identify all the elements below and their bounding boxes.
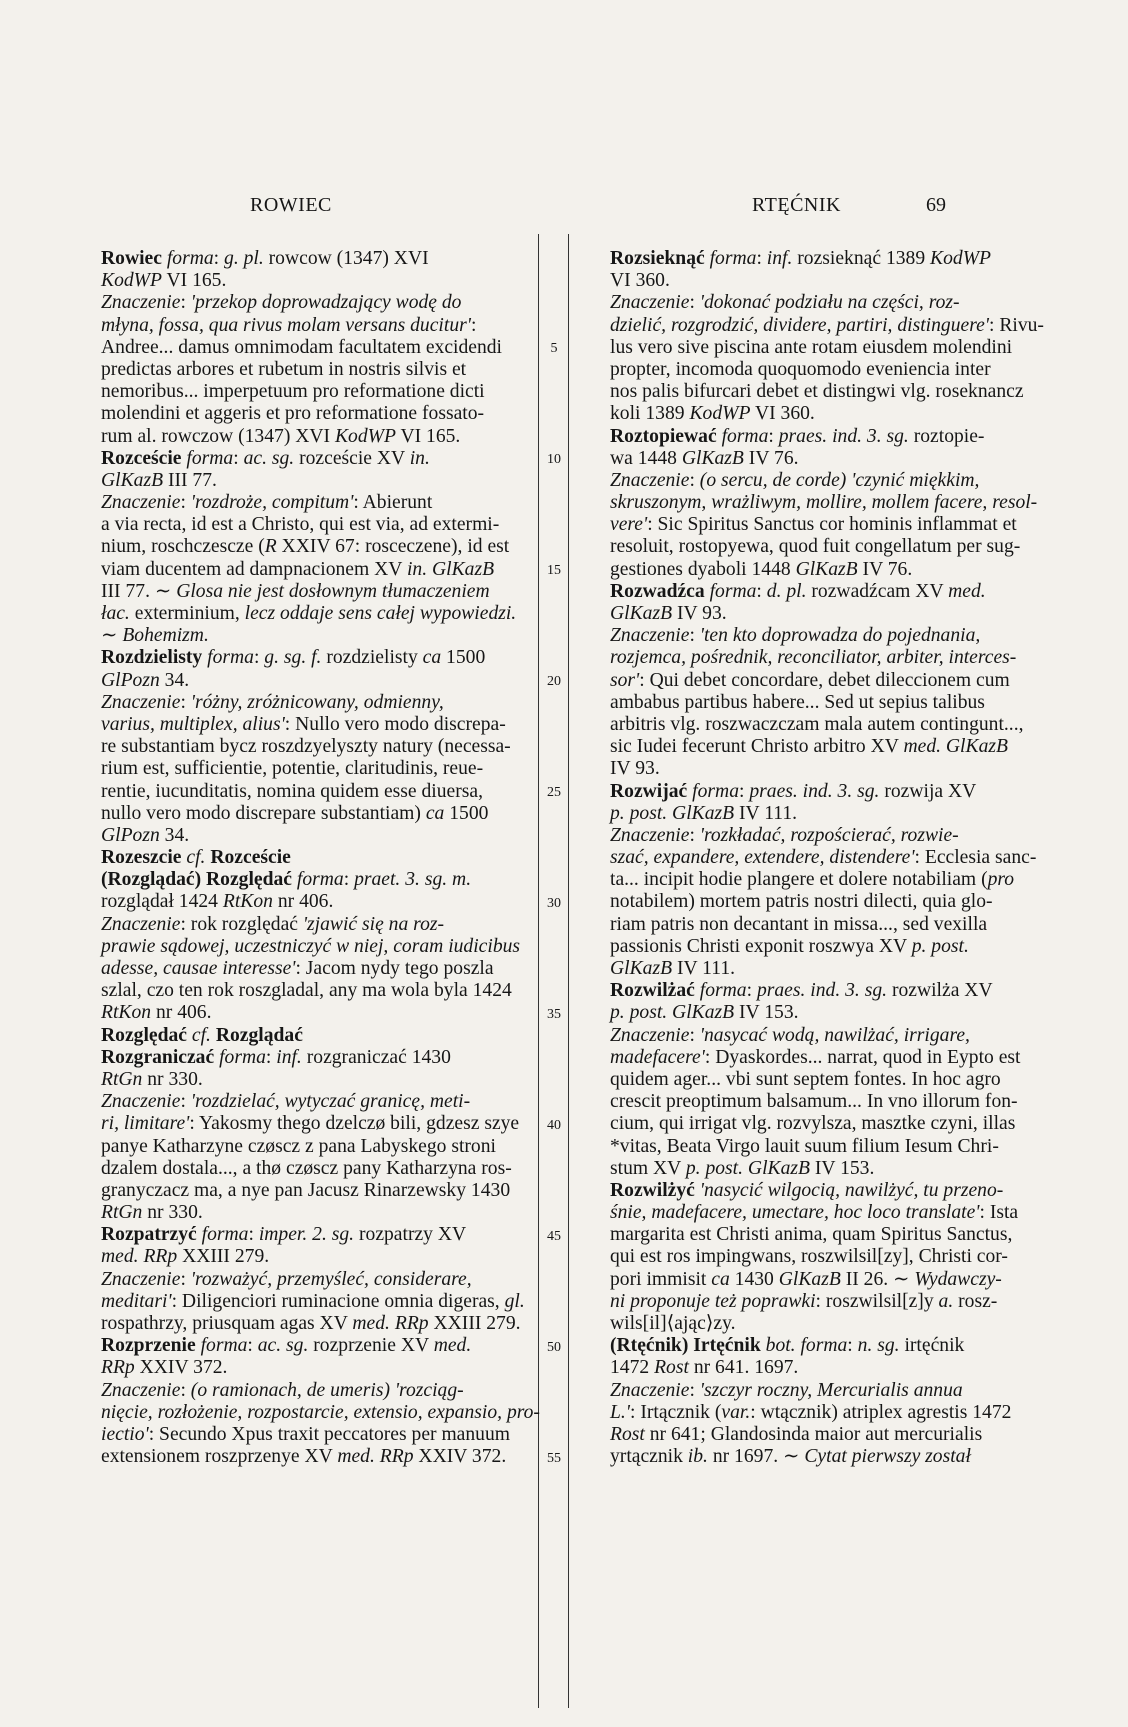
text-line: quidem ager... vbi sunt septem fontes. In hoc agro (610, 1068, 1001, 1090)
text-line: RRp XXIV 372. (101, 1357, 228, 1379)
text-line: notabilem) mortem patris nostri dilecti, quia glo- (610, 891, 993, 913)
text-line: qui est ros impingwans, roszwilsil[zy], Christi cor- (610, 1246, 1008, 1268)
line-number: 55 (547, 1450, 561, 1466)
text-line: szlal, czo ten rok roszgladal, any ma wola byla 1424 (101, 980, 512, 1002)
text-line: rium est, sufficientie, potentie, claritudinis, reue- (101, 758, 484, 780)
text-line: lus vero sive piscina ante rotam eiusdem molendini (610, 336, 1013, 358)
text-line: Znaczenie: 'rozkładać, rozpościerać, rozwie- (610, 824, 959, 846)
text-line: yrtącznik ib. nr 1697. ∼ Cytat pierwszy został (610, 1446, 971, 1468)
line-number: 40 (547, 1117, 561, 1133)
text-line: re substantiam bycz roszdzyelyszty natury (necessa- (101, 736, 511, 758)
text-line: GlKazB III 77. (101, 469, 217, 491)
text-line: GlKazB IV 111. (610, 958, 736, 979)
text-line: GlPozn 34. (101, 669, 190, 691)
text-line: łac. exterminium, lecz oddaje sens całej wypowiedzi. (101, 603, 517, 624)
text-line: Znaczenie: 'nasycać wodą, nawilżać, irrigare, (610, 1024, 970, 1046)
text-line: Znaczenie: 'przekop doprowadzający wodę do (101, 292, 462, 314)
text-line: *vitas, Beata Virgo lauit suum filium Iesum Chri- (610, 1135, 999, 1157)
text-line: crescit preoptimum balsamum... In vno illorum fon- (610, 1091, 1018, 1113)
text-line: p. post. GlKazB IV 153. (610, 1002, 799, 1024)
text-line: propter, incomoda quoquomodo eveniencia inter (610, 358, 991, 380)
text-line: prawie sądowej, uczestniczyć w niej, coram iudicibus (101, 935, 521, 957)
text-line: Roztopiewać forma: praes. ind. 3. sg. roztopie- (610, 425, 985, 447)
text-line: Rozwilżać forma: praes. ind. 3. sg. rozwilża XV (610, 980, 993, 1002)
column-rule-right (568, 234, 569, 1708)
text-line: rentie, iucunditatis, nomina quidem esse diuersa, (101, 780, 483, 802)
text-line: Znaczenie: 'rozważyć, przemyśleć, considerare, (101, 1268, 472, 1290)
text-line: 1472 Rost nr 641. 1697. (610, 1357, 799, 1379)
text-line: GlKazB IV 93. (610, 603, 727, 624)
text-line: (Rozglądać) Rozględać forma: praet. 3. sg. m. (101, 869, 472, 891)
text-line: passionis Christi exponit roszwya XV p. post. (610, 935, 969, 957)
text-line: stum XV p. post. GlKazB IV 153. (610, 1157, 875, 1179)
text-line: a via recta, id est a Christo, qui est via, ad extermi- (101, 514, 500, 536)
line-number: 50 (547, 1339, 561, 1355)
text-line: sor': Qui debet concordare, debet dileccionem cum (610, 669, 1010, 691)
column-rule-left (538, 234, 539, 1708)
text-line: Znaczenie: 'rozdroże, compitum': Abierunt (101, 492, 433, 514)
text-line: Znaczenie: (o sercu, de corde) 'czynić miękkim, (610, 469, 980, 491)
text-line: extensionem roszprzenye XV med. RRp XXIV 372. (101, 1446, 507, 1468)
line-number: 15 (547, 562, 561, 578)
text-line: nium, roschczescze (R XXIV 67: rosceczene), id est (101, 536, 510, 558)
text-line: arbitris vlg. roszwaczczam mala autem contingunt..., (610, 713, 1024, 735)
text-line: Rost nr 641; Glandosinda maior aut mercurialis (610, 1423, 983, 1445)
text-line: varius, multiplex, alius': Nullo vero modo discrepa- (101, 713, 506, 735)
text-line: Znaczenie: 'szczyr roczny, Mercurialis annua (610, 1379, 963, 1401)
text-line: molendini et aggeris et pro reformatione fossato- (101, 403, 485, 425)
text-line: RtKon nr 406. (101, 1002, 212, 1024)
text-line: adesse, causae interesse': Jacom nydy tego poszla (101, 958, 494, 979)
text-line: ambabus partibus habere... Sed ut sepius talibus (610, 691, 985, 713)
running-header-left: ROWIEC (250, 194, 332, 216)
text-line: skruszonym, wrażliwym, mollire, mollem facere, resol- (610, 492, 1038, 514)
text-line: Rozprzenie forma: ac. sg. rozprzenie XV med. (101, 1335, 472, 1357)
left-column (101, 248, 540, 1468)
text-line: dzielić, rozgrodzić, dividere, partiri, distinguere': Rivu- (610, 314, 1044, 336)
text-line: Rozdzielisty forma: g. sg. f. rozdzielisty ca 1500 (101, 647, 486, 669)
text-line: szać, expandere, extendere, distendere': Ecclesia sanc- (610, 847, 1037, 869)
text-line: pori immisit ca 1430 GlKazB II 26. ∼ Wydawczy- (610, 1268, 1002, 1290)
text-line: RtGn nr 330. (101, 1068, 203, 1090)
text-line: IV 93. (610, 758, 660, 780)
text-line: vere': Sic Spiritus Sanctus cor hominis inflammat et (610, 514, 1017, 536)
text-line: śnie, madefacere, umectare, hoc loco translate': Ista (610, 1202, 1019, 1224)
page-number: 69 (926, 194, 946, 216)
text-line: Rozględać cf. Rozglądać (101, 1024, 303, 1046)
line-number: 10 (547, 451, 561, 467)
text-line: Znaczenie: 'dokonać podziału na części, roz- (610, 292, 960, 314)
line-number: 30 (547, 895, 561, 911)
text-line: Znaczenie: 'ten kto doprowadza do pojednania, (610, 625, 981, 647)
text-line: Rozwadźca forma: d. pl. rozwadźcam XV med. (610, 580, 986, 602)
text-line: młyna, fossa, qua rivus molam versans ducitur': (101, 314, 477, 336)
text-line: dzalem dostala..., a thø czøscz pany Katharzyna ros- (101, 1157, 512, 1179)
text-line: ∼ Bohemizm. (101, 625, 209, 647)
text-line: Rozpatrzyć forma: imper. 2. sg. rozpatrzy XV (101, 1224, 467, 1246)
text-line: resoluit, rostopyewa, quod fuit congellatum per sug- (610, 536, 1021, 558)
text-line: margarita est Christi anima, quam Spiritus Sanctus, (610, 1224, 1013, 1246)
text-line: rozglądał 1424 RtKon nr 406. (101, 891, 334, 913)
text-line: Rozwijać forma: praes. ind. 3. sg. rozwija XV (610, 780, 977, 802)
text-line: sic Iudei fecerunt Christo arbitro XV med. GlKazB (610, 736, 1008, 758)
text-line: viam ducentem ad dampnacionem XV in. GlKazB (101, 558, 495, 580)
text-line: cium, qui irrigat vlg. rozvylsza, masztke czyni, illas (610, 1113, 1016, 1135)
text-line: L.': Irtącznik (var.: wtącznik) atriplex agrestis 1472 (610, 1401, 1012, 1423)
text-line: meditari': Diligenciori ruminacione omnia digeras, gl. (101, 1290, 525, 1312)
text-line: ri, limitare': Yakosmy thego dzelczø bili, gdzesz szye (101, 1113, 520, 1135)
text-line: nullo vero modo discrepare substantiam) ca 1500 (101, 802, 489, 824)
right-column (610, 248, 1044, 1468)
text-line: Rozeszcie cf. Rozceście (101, 847, 291, 869)
text-line: nemoribus... imperpetuum pro reformatione dicti (101, 381, 485, 403)
text-line: granyczacz ma, a nye pan Jacusz Rinarzewsky 1430 (101, 1179, 511, 1201)
line-number: 45 (547, 1228, 561, 1244)
text-line: gestiones dyaboli 1448 GlKazB IV 76. (610, 558, 913, 580)
text-line: med. RRp XXIII 279. (101, 1246, 270, 1268)
text-line: madefacere': Dyaskordes... narrat, quod in Eypto est (610, 1046, 1021, 1068)
text-line: Znaczenie: 'różny, zróżnicowany, odmienny, (101, 691, 444, 713)
text-line: VI 360. (610, 270, 670, 292)
text-line: iectio': Secundo Xpus traxit peccatores per manuum (101, 1423, 511, 1445)
line-number: 35 (547, 1006, 561, 1022)
line-number: 20 (547, 673, 561, 689)
text-line: Znaczenie: 'rozdzielać, wytyczać granicę, meti- (101, 1091, 471, 1113)
text-line: GlPozn 34. (101, 824, 190, 846)
text-line: Rozwilżyć 'nasycić wilgocią, nawilżyć, tu przeno- (610, 1179, 1004, 1201)
text-line: wils[il]⟨ając⟩zy. (610, 1313, 736, 1334)
line-number: 25 (547, 784, 561, 800)
text-line: Znaczenie: rok rozględać 'zjawić się na roz- (101, 913, 445, 935)
text-line: rozjemca, pośrednik, reconciliator, arbiter, interces- (610, 647, 1017, 669)
text-line: RtGn nr 330. (101, 1202, 203, 1224)
text-line: ni proponuje też poprawki: roszwilsil[z]y a. rosz- (610, 1290, 998, 1312)
text-line: nięcie, rozłożenie, rozpostarcie, extensio, expansio, pro- (101, 1401, 540, 1423)
running-header-right: RTĘĆNIK (752, 194, 841, 216)
text-line: ta... incipit hodie plangere et dolere notabiliam (pro (610, 869, 1015, 891)
text-line: rum al. rowczow (1347) XVI KodWP VI 165. (101, 425, 461, 447)
text-line: KodWP VI 165. (101, 270, 227, 292)
text-line: riam patris non decantant in missa..., sed vexilla (610, 913, 988, 935)
text-line: predictas arbores et rubetum in nostris silvis et (101, 358, 467, 380)
text-line: p. post. GlKazB IV 111. (610, 802, 798, 824)
text-line: Andree... damus omnimodam facultatem excidendi (101, 336, 503, 358)
text-line: Rozceście forma: ac. sg. rozceście XV in. (101, 447, 430, 469)
text-line: panye Katharzyne czøscz z pana Labyskego stroni (101, 1135, 496, 1157)
text-line: rospathrzy, priusquam agas XV med. RRp XXIII 279. (101, 1313, 521, 1334)
text-line: Znaczenie: (o ramionach, de umeris) 'rozciąg- (101, 1379, 464, 1401)
text-line: (Rtęćnik) Irtęćnik bot. forma: n. sg. irtęćnik (610, 1335, 965, 1357)
text-line: Rowiec forma: g. pl. rowcow (1347) XVI (101, 248, 429, 269)
text-line: Rozsieknąć forma: inf. rozsieknąć 1389 KodWP (610, 248, 991, 269)
text-line: koli 1389 KodWP VI 360. (610, 403, 815, 425)
text-line: wa 1448 GlKazB IV 76. (610, 447, 799, 469)
text-line: nos palis bifurcari debet et distingwi vlg. roseknancz (610, 381, 1024, 403)
text-line: III 77. ∼ Glosa nie jest dosłownym tłumaczeniem (101, 580, 490, 602)
text-line: Rozgraniczać forma: inf. rozgraniczać 1430 (101, 1046, 451, 1068)
line-number: 5 (550, 340, 558, 356)
